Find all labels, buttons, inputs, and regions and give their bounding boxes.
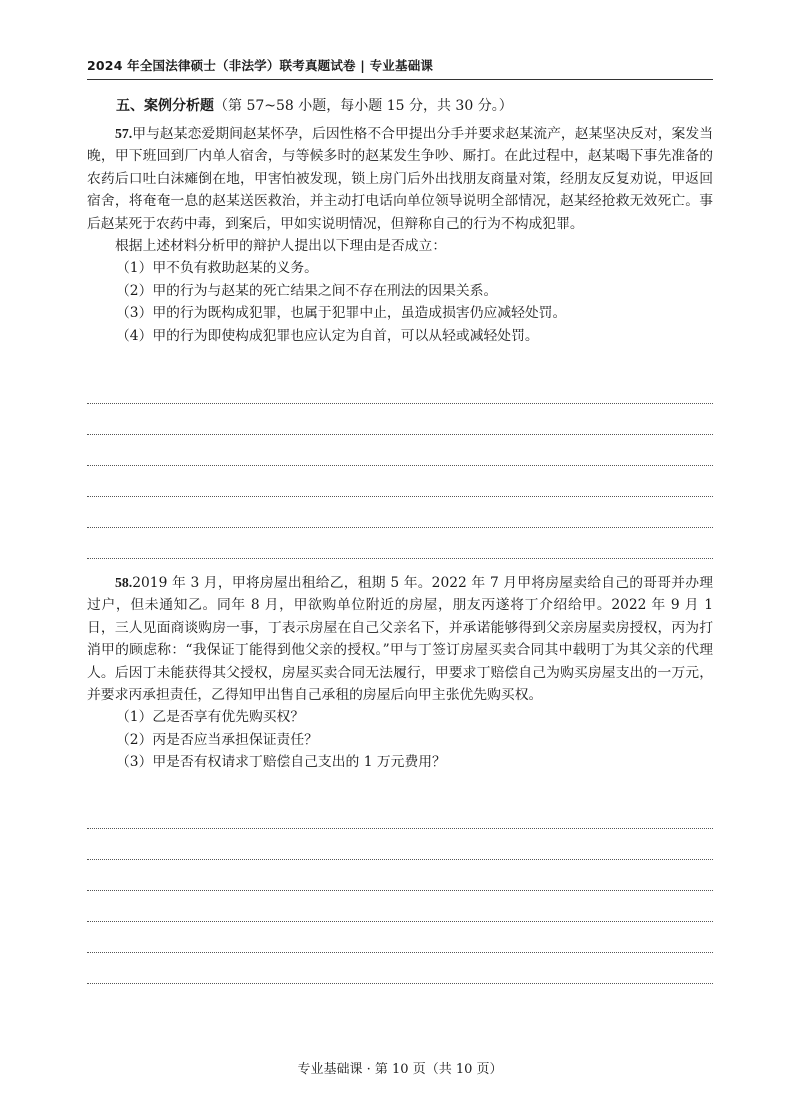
question-57-prompt: 根据上述材料分析甲的辩护人提出以下理由是否成立：: [115, 238, 447, 255]
answer-line: [87, 921, 713, 922]
sub-question: （2）丙是否应当承担保证责任？: [116, 731, 318, 748]
sub-question: （1）乙是否享有优先购买权？: [116, 709, 305, 726]
sub-question: （3）甲的行为既构成犯罪，也属于犯罪中止，虽造成损害仍应减轻处罚。: [116, 305, 567, 322]
answer-line: [87, 828, 713, 829]
answer-line: [87, 983, 713, 984]
question-text: 2019 年 3 月，甲将房屋出租给乙，租期 5 年。2022 年 7 月甲将房屋卖给自己的哥哥并办理过户，但未通知乙。同年 8 月，甲欲购单位附近的房屋，朋友丙遂将丁介绍给甲。2022 年 9 月 1 日，三人见面商谈购房一事，丁表示房屋在自己父亲名下，并承诺能够得到父亲房屋卖房授权，丙为打消甲的顾虑称：“我保证丁能得到他父亲的授权。”甲与丁签订房屋买卖合同其中载明丁为其父亲的代理人。后因丁未能获得其父授权，房屋买卖合同无法履行，甲要求丁赔偿自己为购买房屋支出的一万元，并要求丙承担责任，乙得知甲出售自己承租的房屋后向甲主张优先购买权。: [87, 575, 713, 704]
question-text: 甲与赵某恋爱期间赵某怀孕，后因性格不合甲提出分手并要求赵某流产，赵某坚决反对，案发当晚，甲下班回到厂内单人宿舍，与等候多时的赵某发生争吵、厮打。在此过程中，赵某喝下事先准备的农药后口吐白沫瘫倒在地，甲害怕被发现，锁上房门后外出找朋友商量对策，经朋友反复劝说，甲返回宿舍，将奄奄一息的赵某送医救治，并主动打电话向单位领导说明全部情况，赵某经抢救无效死亡。事后赵某死于农药中毒，到案后，甲如实说明情况，但辩称自己的行为不构成犯罪。: [87, 126, 713, 232]
question-number: 57.: [115, 126, 133, 141]
answer-line: [87, 403, 713, 404]
answer-line: [87, 890, 713, 891]
question-57-body: [87, 123, 713, 235]
question-number: 58.: [115, 575, 133, 590]
answer-line: [87, 496, 713, 497]
section-note: （第 57~58 小题，每小题 15 分，共 30 分。）: [214, 98, 513, 114]
question-57: [87, 123, 713, 347]
question-58: [87, 572, 713, 774]
page-footer: 专业基础课 · 第 10 页（共 10 页）: [297, 1062, 503, 1077]
answer-line: [87, 558, 713, 559]
sub-question: （4）甲的行为即使构成犯罪也应认定为自首，可以从轻或减轻处罚。: [116, 327, 539, 344]
answer-line: [87, 465, 713, 466]
page-header: 2024 年全国法律硕士（非法学）联考真题试卷 | 专业基础课: [87, 58, 434, 73]
sub-question: （2）甲的行为与赵某的死亡结果之间不存在刑法的因果关系。: [116, 282, 498, 299]
section-title: 五、案例分析题: [116, 98, 214, 114]
question-58-body: [87, 572, 713, 706]
answer-line: [87, 527, 713, 528]
header-divider: [87, 79, 713, 80]
answer-line: [87, 952, 713, 953]
answer-line: [87, 859, 713, 860]
section-heading: [116, 95, 716, 117]
sub-question: （3）甲是否有权请求丁赔偿自己支出的 1 万元费用？: [116, 754, 446, 771]
sub-question: （1）甲不负有救助赵某的义务。: [116, 260, 318, 277]
answer-line: [87, 434, 713, 435]
